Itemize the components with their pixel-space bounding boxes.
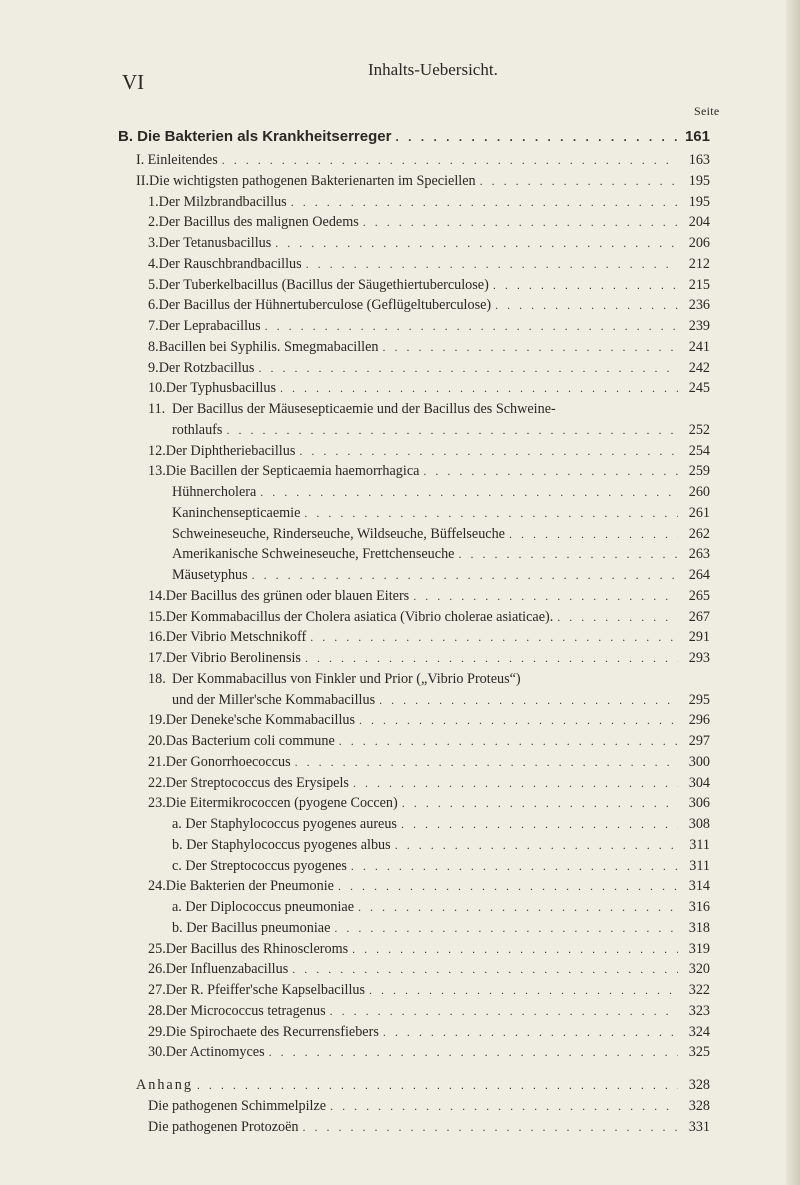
entry-number: 6. [148,297,159,314]
toc-entry [148,671,710,691]
dot-leader [395,838,678,853]
toc-entry [148,235,710,255]
dot-leader [226,423,678,438]
dot-leader [557,610,678,625]
dot-leader [306,257,678,272]
entry-page: 328 [688,1077,710,1093]
entry-title: Der Milzbrandbacillus [158,193,287,210]
dot-leader [295,755,678,770]
toc-entry [148,982,710,1002]
entry-title: Das Bacterium coli commune [165,733,335,749]
toc-entry [148,1044,710,1064]
entry-title: b. Der Staphylococcus pyogenes albus [172,836,391,853]
dot-leader [304,506,678,521]
dot-leader [330,1099,678,1114]
entry-number: 14. [148,587,166,604]
toc-entry [148,297,710,317]
toc-entry [136,173,710,193]
toc-entry [136,1077,710,1097]
entry-page: 242 [688,359,710,376]
entry-number: 29. [148,1023,166,1040]
entry-title: Die Spirochaete des Recurrensfiebers [165,1023,379,1040]
entry-title: Schweineseuche, Rinderseuche, Wildseuche, Büffelseuche [172,525,505,542]
dot-leader [260,485,678,500]
entry-number: 26. [148,961,166,978]
entry-number: 1. [148,193,159,210]
dot-leader [359,713,678,728]
entry-page: 300 [688,753,710,770]
toc-entry [148,775,710,795]
toc-entry [148,277,710,297]
entry-number: 9. [148,359,159,376]
entry-title: Der Typhusbacillus [165,380,276,397]
dot-leader [222,153,678,168]
entry-title: Der Bacillus des malignen Oedems [158,214,359,231]
entry-page: 328 [688,1097,710,1114]
toc-entry [148,318,710,338]
entry-number: 27. [148,982,166,998]
entry-page: 195 [688,172,710,189]
dot-leader [509,527,678,542]
entry-title: Der Bacillus der Hühnertuberculose (Geflügeltuberculose) [158,297,492,314]
entry-page: 296 [688,712,710,729]
toc-entry [172,692,710,712]
anhang-title: Anhang [136,1077,193,1093]
dot-leader [291,195,678,210]
dot-leader [269,1045,678,1060]
dot-leader [292,962,678,977]
entry-title: Der Rauschbrandbacillus [158,255,302,272]
entry-number: 8. [148,338,159,355]
entry-title: Der Streptococcus des Erysipels [165,774,349,791]
toc-entry [136,152,710,172]
entry-title: Die wichtigsten pathogenen Bakterienarten im Speciellen [149,172,476,189]
toc-entry [148,463,710,483]
entry-title: Bacillen bei Syphilis. Smegmabacillen [158,338,379,355]
dot-leader [402,796,678,811]
entry-page: 261 [688,504,710,521]
dot-leader [493,278,678,293]
entry-title: Der Leprabacillus [158,318,261,334]
dot-leader [303,1120,679,1135]
entry-page: 267 [688,608,710,625]
entry-title: Die Eitermikrococcen (pyogene Coccen) [165,795,398,812]
entry-page: 293 [688,650,710,666]
entry-number: 13. [148,463,166,480]
toc-entry [148,401,710,421]
dot-leader [353,776,678,791]
dot-leader [352,942,678,957]
entry-title: Der Actinomyces [165,1044,265,1061]
dot-leader [275,236,678,251]
entry-page: 320 [688,961,710,978]
toc-entry [148,878,710,898]
entry-title: rothlaufs [172,421,223,438]
entry-number: 21. [148,753,166,770]
dot-leader [358,900,678,915]
dot-leader [401,817,678,832]
toc-entry [148,1119,710,1139]
dot-leader [334,921,678,936]
section-page: 161 [684,128,710,145]
dot-leader [197,1078,678,1093]
entry-number: 24. [148,878,166,895]
entry-title: Der Influenzabacillus [165,961,289,978]
entry-title: Der Tetanusbacillus [158,235,272,251]
toc-entry [172,920,710,940]
entry-title: und der Miller'sche Kommabacillus [172,691,376,708]
entry-page: 324 [688,1023,710,1040]
entry-number: 17. [148,650,166,666]
entry-title: Der Tuberkelbacillus (Bacillus der Säugethiertuberculose) [158,276,489,293]
entry-page: 314 [688,878,710,895]
entry-title: Der R. Pfeiffer'sche Kapselbacillus [165,982,366,998]
toc-entry [172,837,710,857]
toc-entry [148,339,710,359]
entry-page: 215 [688,276,710,293]
entry-page: 236 [688,297,710,314]
dot-leader [252,568,678,583]
entry-number: 7. [148,318,159,334]
entry-title: Der Rotzbacillus [158,359,255,376]
entry-page: 297 [688,733,710,749]
toc-entry [148,214,710,234]
entry-title: Die pathogenen Protozoën [148,1118,299,1135]
toc-entry [172,505,710,525]
entry-title: Der Vibrio Metschnikoff [165,629,307,646]
entry-title: Hühnercholera [172,484,257,500]
toc-entry [172,484,710,504]
toc-entry [148,1003,710,1023]
dot-leader [339,734,678,749]
entry-page: 316 [688,899,710,915]
entry-page: 265 [688,587,710,604]
entry-title: Die Bakterien der Pneumonie [165,878,334,895]
entry-page: 308 [688,816,710,832]
entry-title: Die pathogenen Schimmelpilze [148,1097,327,1114]
dot-leader [423,464,678,479]
entry-title: Amerikanische Schweineseuche, Frettchenseuche [172,546,455,563]
entry-number: 23. [148,795,166,812]
entry-title: Der Diphtheriebacillus [165,442,296,459]
entry-page: 311 [689,836,710,853]
entry-number: 5. [148,276,159,293]
entry-page: 245 [688,380,710,397]
entry-title: Die Bacillen der Septicaemia haemorrhagica [165,463,420,480]
dot-leader [265,319,678,334]
entry-page: 204 [688,214,710,231]
entry-number: 18. [148,670,166,687]
dot-leader [379,693,678,708]
entry-page: 331 [688,1118,710,1135]
toc-entry [172,899,710,919]
entry-title: Mäusetyphus [172,567,248,583]
dot-leader [299,444,678,459]
entry-page: 291 [688,629,710,646]
toc-entry [148,380,710,400]
dot-leader [338,879,678,894]
page-header [0,60,800,94]
toc-entry [148,443,710,463]
entry-number: 12. [148,442,166,459]
dot-leader [383,1025,678,1040]
dot-leader [395,130,678,144]
toc-entry [148,795,710,815]
entry-title: Der Bacillus des Rhinoscleroms [165,940,349,957]
entry-page: 318 [688,919,710,936]
entry-number: 22. [148,774,166,791]
entry-page: 163 [688,152,710,168]
dot-leader [480,174,678,189]
toc-entry [148,961,710,981]
entry-page: 260 [688,484,710,500]
entry-number: 30. [148,1044,166,1061]
entry-page: 239 [688,318,710,334]
entry-number: 20. [148,733,166,749]
toc-entry [172,546,710,566]
toc-entry [172,422,710,442]
entry-title: Der Kommabacillus von Finkler und Prior („Vibrio Proteus“) [172,670,521,687]
entry-number: 19. [148,712,166,729]
entry-number: 3. [148,235,159,251]
page-number: VI [122,70,145,94]
entry-page: 322 [688,982,710,998]
entry-page: 325 [688,1044,710,1061]
entry-title: Der Bacillus des grünen oder blauen Eiters [165,587,410,604]
entry-page: 311 [689,857,710,874]
entry-number: 28. [148,1002,166,1019]
dot-leader [280,381,678,396]
dot-leader [310,630,678,645]
toc-entry [148,629,710,649]
entry-page: 323 [688,1002,710,1019]
seite-column-label: Seite [694,104,720,118]
toc-entry [148,360,710,380]
section-heading [118,128,710,148]
entry-page: 259 [688,463,710,480]
dot-leader [369,983,678,998]
entry-page: 263 [688,546,710,563]
entry-page: 262 [688,525,710,542]
entry-title: Der Vibrio Berolinensis [165,650,301,666]
entry-page: 319 [688,940,710,957]
entry-number: 4. [148,255,159,272]
dot-leader [330,1004,678,1019]
toc-entry [148,609,710,629]
entry-number: I. [136,152,145,168]
toc-entry [148,588,710,608]
entry-title: Kaninchensepticaemie [172,504,301,521]
entry-page: 212 [688,255,710,272]
entry-number: 10. [148,380,166,397]
page-edge [786,0,800,1185]
toc-entry [148,1098,710,1118]
toc-entry [148,1024,710,1044]
dot-leader [258,361,678,376]
entry-title: a. Der Diplococcus pneumoniae [172,899,355,915]
toc-entry [148,754,710,774]
entry-title: c. Der Streptococcus pyogenes [172,857,347,874]
dot-leader [351,859,678,874]
toc-entry [172,526,710,546]
entry-number: 11. [148,401,166,417]
entry-number: 16. [148,629,166,646]
toc-entry [148,941,710,961]
entry-page: 195 [688,193,710,210]
toc-entry [148,733,710,753]
entry-number: 25. [148,940,166,957]
toc-entry [148,650,710,670]
dot-leader [458,547,678,562]
entry-number: II. [136,172,149,189]
dot-leader [383,340,678,355]
entry-title: a. Der Staphylococcus pyogenes aureus [172,816,397,832]
entry-title: b. Der Bacillus pneumoniae [172,919,331,936]
entry-number: 15. [148,608,166,625]
entry-title: Der Bacillus der Mäusesepticaemie und der Bacillus des Schweine- [172,401,556,417]
entry-title: Der Gonorrhoecoccus [165,753,291,770]
entry-page: 252 [688,421,710,438]
entry-title: Der Micrococcus tetragenus [165,1002,326,1019]
toc-entry [172,567,710,587]
entry-page: 206 [688,235,710,251]
entry-title: Der Kommabacillus der Cholera asiatica (Vibrio cholerae asiaticae). [165,608,554,625]
entry-page: 295 [688,691,710,708]
dot-leader [495,298,678,313]
dot-leader [305,651,678,666]
toc-entry [172,858,710,878]
running-title: Inhalts-Uebersicht. [368,60,498,79]
section-title: B. Die Bakterien als Krankheitserreger [118,128,392,145]
dot-leader [413,589,678,604]
entry-title: Einleitendes [147,152,218,168]
dot-leader [363,215,678,230]
entry-page: 306 [688,795,710,812]
entry-page: 241 [688,338,710,355]
entry-page: 264 [688,567,710,583]
toc-entry [172,816,710,836]
toc-entry [148,194,710,214]
toc-entry [148,712,710,732]
entry-number: 2. [148,214,159,231]
toc-entry [148,256,710,276]
entry-page: 254 [688,442,710,459]
entry-title: Der Deneke'sche Kommabacillus [165,712,356,729]
entry-page: 304 [688,774,710,791]
